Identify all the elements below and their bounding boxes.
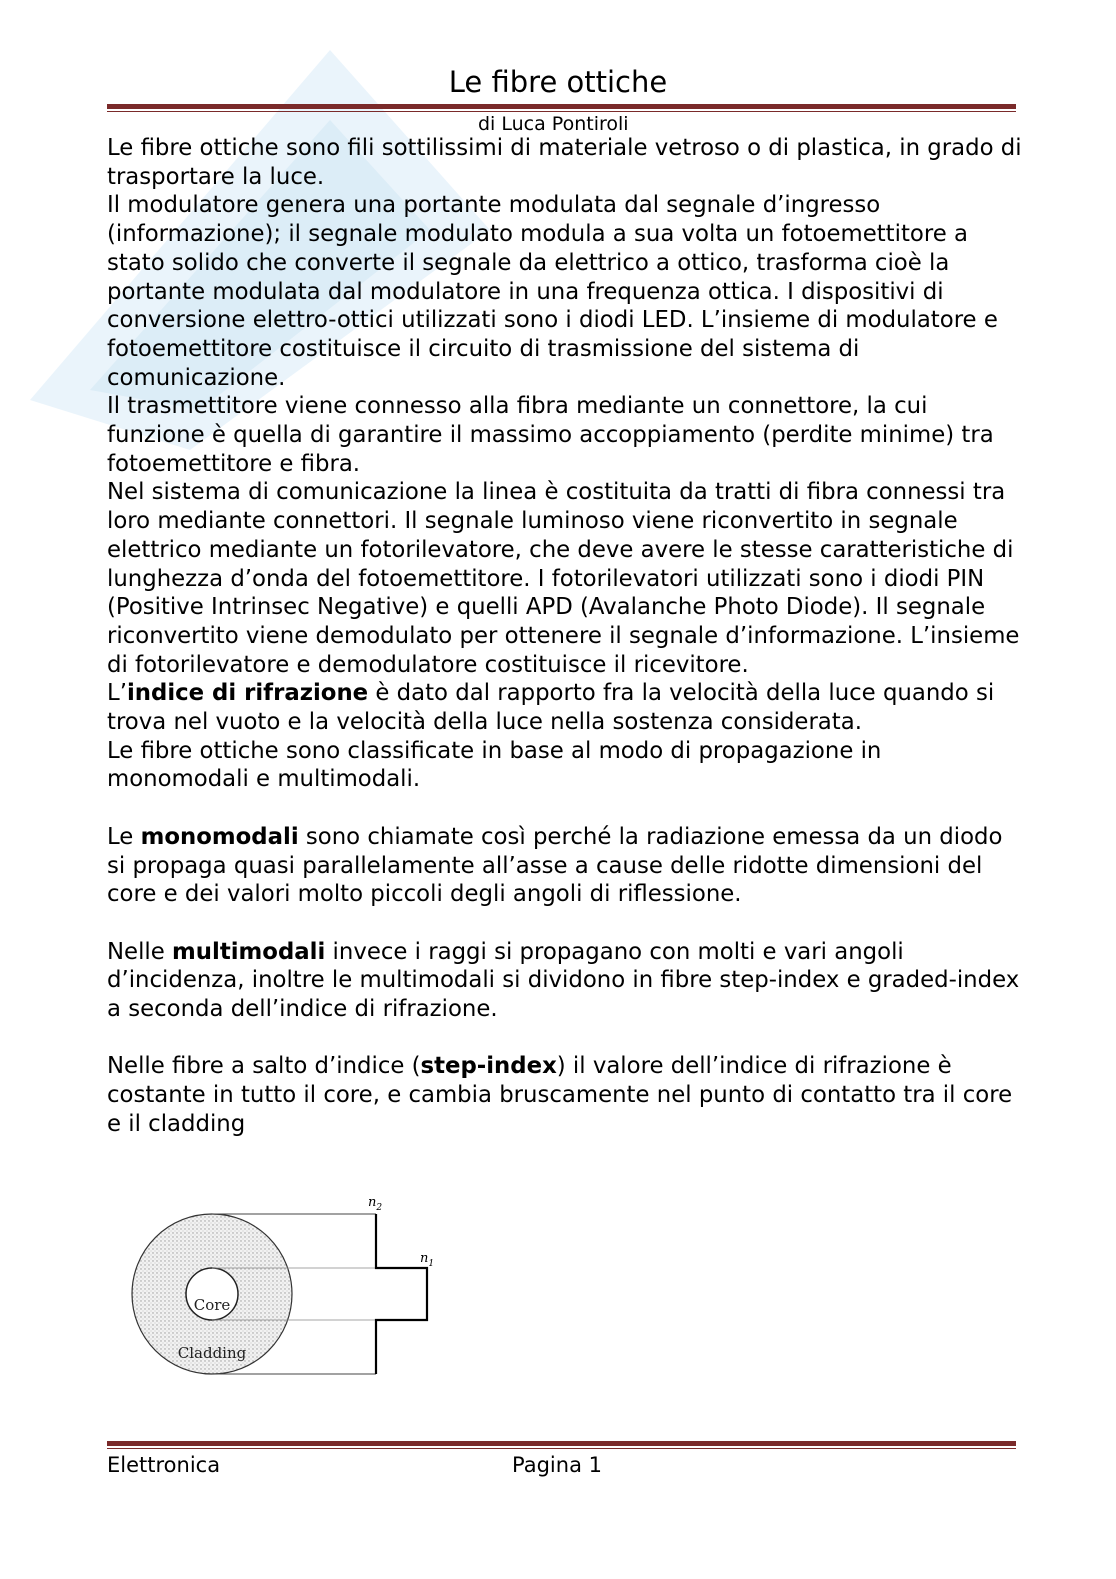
paragraph-refractive-index: L’indice di rifrazione è dato dal rapporto fra la velocità della luce quando si trova nel vuoto e la velocità della luce nella sostenza considerata.	[107, 680, 995, 736]
bold-term: step-index	[420, 1053, 557, 1080]
paragraph: Nel sistema di comunicazione la linea è costituita da tratti di fibra connessi tra loro mediante connettori. Il segnale luminoso viene riconvertito in segnale elettrico mediante un fotorilevatore, che deve avere le stesse caratteristiche di lunghezza d’onda del fotoemettitore. I fotorilevatori utilizzati sono i diodi PIN (Positive Intrinsec Negative) e quelli APD (Avalanche Photo Diode). Il segnale riconvertito viene demodulato per ottenere il segnale d’informazione. L’insieme di fotorilevatore e demodulatore costituisce il ricevitore.	[107, 479, 1020, 678]
paragraph: Le fibre ottiche sono fili sottilissimi di materiale vetroso o di plastica, in grado di trasportare la luce.	[107, 135, 1022, 190]
index-profile	[376, 1214, 427, 1374]
footer-rule	[107, 1441, 1016, 1449]
bold-term: monomodali	[140, 823, 299, 850]
step-index-fiber-diagram	[120, 1192, 450, 1392]
cladding-label: Cladding	[177, 1344, 247, 1362]
bold-term: indice di rifrazione	[126, 680, 369, 707]
title-text: Le fibre ottiche	[448, 65, 668, 99]
n2-label: $n_2$	[368, 1195, 383, 1213]
page-title	[0, 64, 1116, 100]
document-body	[107, 134, 1027, 1139]
footer-page-number: Pagina 1	[512, 1453, 602, 1477]
paragraph: Il modulatore genera una portante modulata dal segnale d’ingresso (informazione); il segnale modulato modula a sua volta un fotoemettitore a stato solido che converte il segnale da elettrico a ottico, trasforma cioè la portante modulata dal modulatore in una frequenza ottica. I dispositivi di conversione elettro-ottici utilizzati sono i diodi LED. L’insieme di modulatore e fotoemettitore costituisce il circuito di trasmissione del sistema di comunicazione.	[107, 192, 998, 391]
paragraph-monomodal: Le monomodali sono chiamate così perché la radiazione emessa da un diodo si propaga quasi parallelamente all’asse a cause delle ridotte dimensioni del core e dei valori molto piccoli degli angoli di riflessione.	[107, 823, 1003, 908]
n1-label: $n_1$	[420, 1251, 435, 1269]
core-label: Core	[193, 1296, 231, 1314]
paragraph-multimodal: Nelle multimodali invece i raggi si propagano con molti e vari angoli d’incidenza, inoltre le multimodali si dividono in fibre step-index e graded-index a seconda dell’indice di rifrazione.	[107, 938, 1020, 1023]
footer-subject: Elettronica	[107, 1453, 221, 1477]
header-rule	[107, 104, 1016, 112]
paragraph: Le fibre ottiche sono classificate in base al modo di propagazione in monomodali e multimodali.	[107, 737, 882, 793]
author-line: di Luca Pontiroli	[478, 113, 629, 135]
paragraph: Il trasmettitore viene connesso alla fibra mediante un connettore, la cui funzione è quella di garantire il massimo accoppiamento (perdite minime) tra fotoemettitore e fibra.	[107, 393, 994, 477]
bold-term: multimodali	[172, 938, 326, 965]
paragraph-step-index: Nelle fibre a salto d’indice (step-index) il valore dell’indice di rifrazione è costante in tutto il core, e cambia bruscamente nel punto di contatto tra il core e il cladding	[107, 1053, 1013, 1137]
